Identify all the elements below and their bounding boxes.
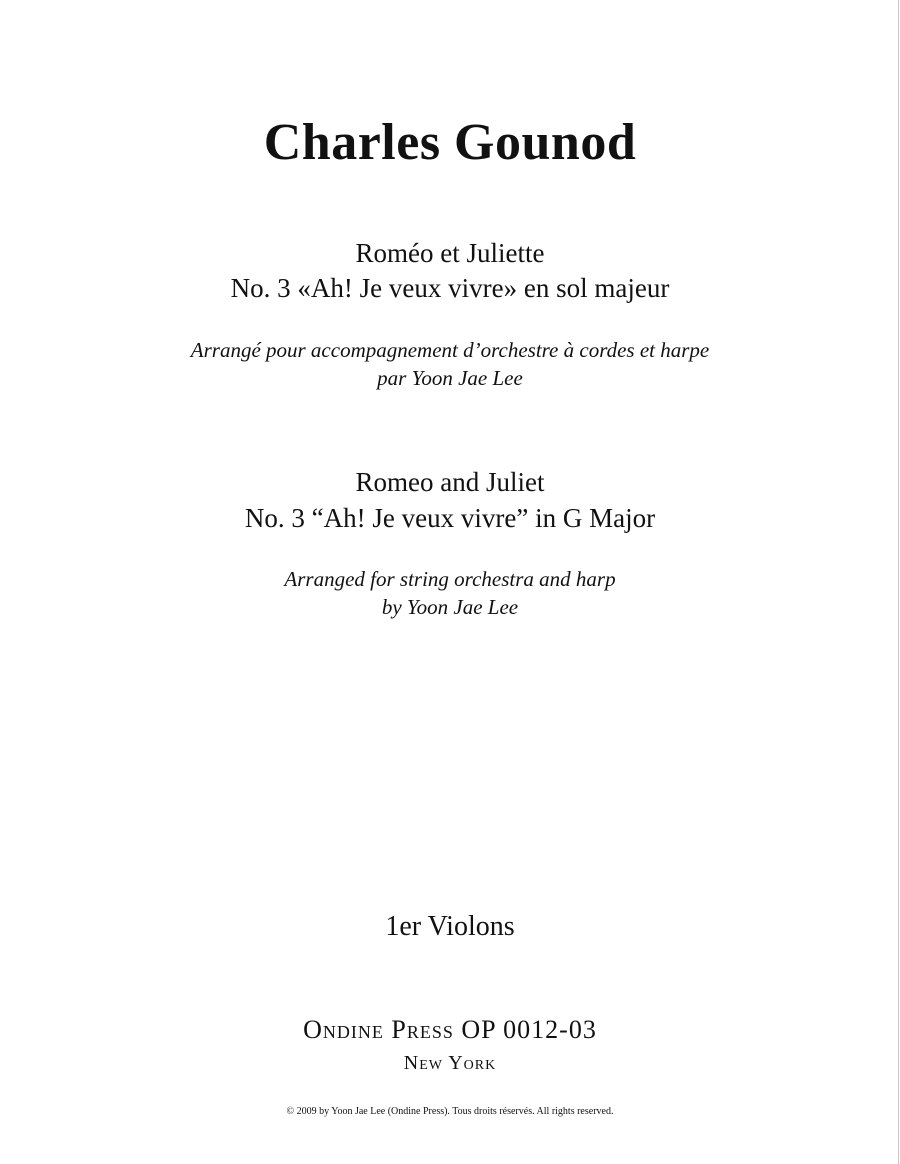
french-arranger: par Yoon Jae Lee — [377, 366, 523, 390]
french-arrangement-note: Arrangé pour accompagnement d’orchestre à cordes et harpe — [190, 338, 710, 362]
publisher-city: New York — [403, 1052, 497, 1074]
french-title: Roméo et Juliette — [355, 238, 545, 268]
publisher-catalog: Ondine Press OP 0012-03 — [303, 1015, 597, 1044]
copyright-notice: © 2009 by Yoon Jae Lee (Ondine Press). Tous droits réservés. All rights reserved. — [286, 1106, 614, 1117]
part-name: 1er Violons — [385, 911, 515, 942]
english-subtitle: No. 3 “Ah! Je veux vivre” in G Major — [244, 503, 656, 533]
french-subtitle: No. 3 «Ah! Je veux vivre» en sol majeur — [230, 273, 670, 303]
english-arrangement-note: Arranged for string orchestra and harp — [284, 567, 616, 591]
english-arranger: by Yoon Jae Lee — [381, 595, 519, 619]
english-title: Romeo and Juliet — [355, 467, 545, 497]
composer-name: Charles Gounod — [263, 114, 637, 171]
